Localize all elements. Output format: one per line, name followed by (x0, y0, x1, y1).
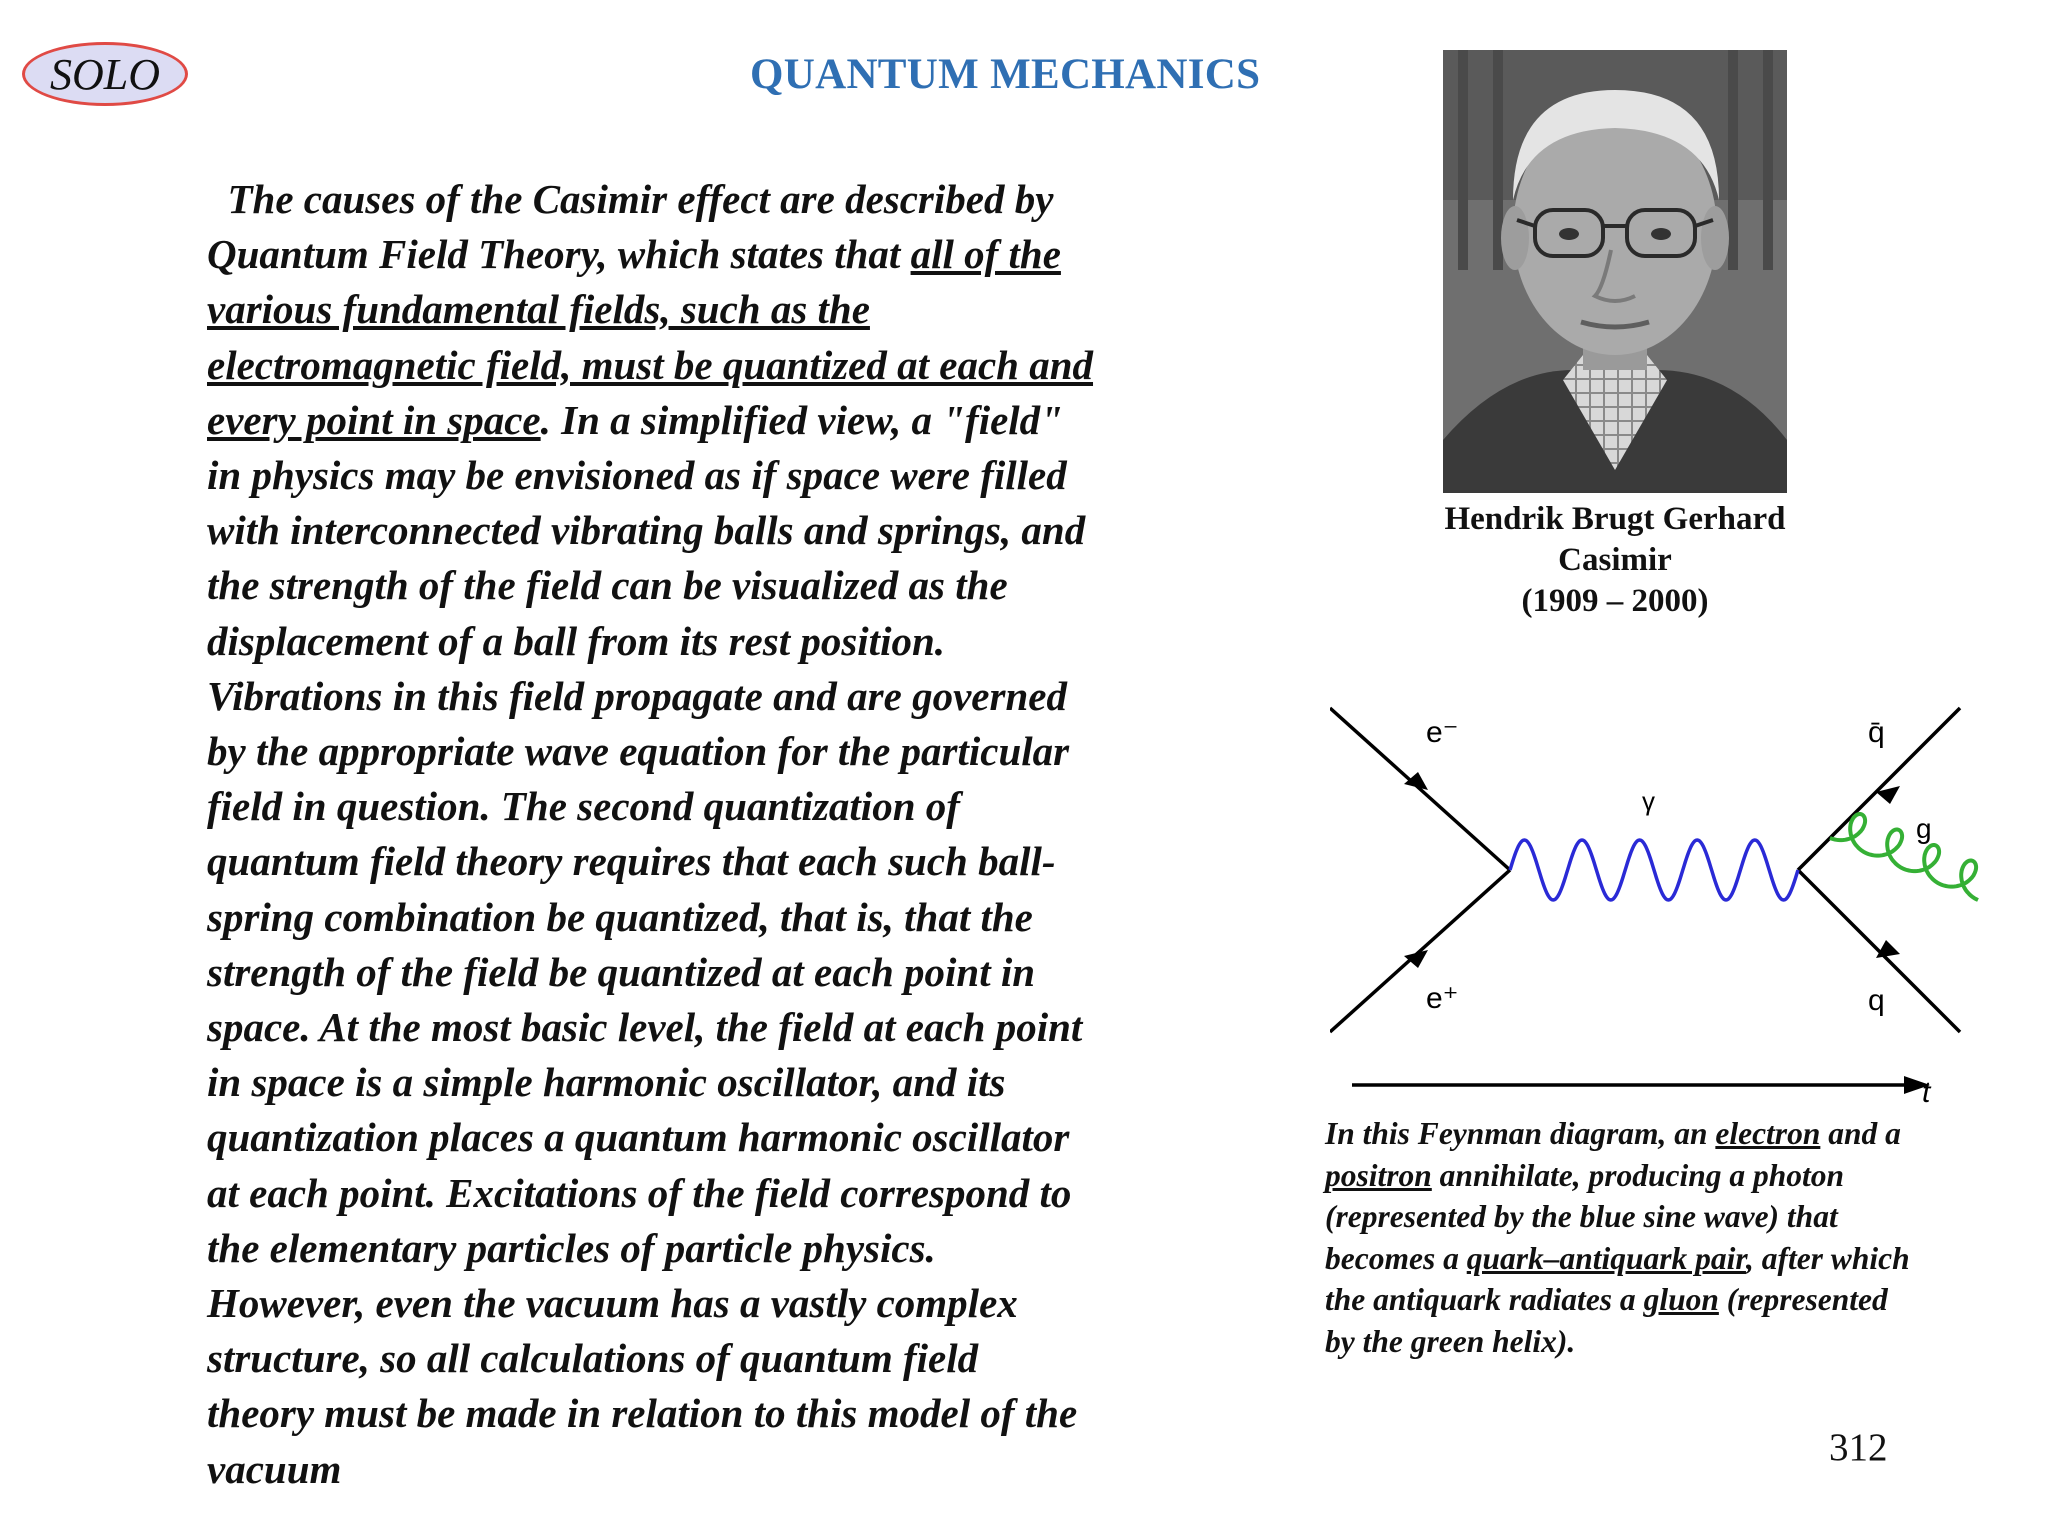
text-segment: by the appropriate wave equation for the particular (207, 728, 1070, 775)
paragraph-line (207, 724, 1207, 779)
text-segment: strength of the field be quantized at each point in (207, 948, 1036, 995)
text-segment: in space is a simple harmonic oscillator, and its (207, 1059, 1006, 1106)
paragraph-line (207, 890, 1207, 945)
main-paragraph (207, 172, 1207, 1497)
underlined-phrase: positron (1325, 1157, 1432, 1193)
text-segment: space. At the most basic level, the field at each point (207, 1004, 1083, 1051)
feynman-caption (1325, 1113, 2005, 1362)
text-segment: becomes a (1325, 1240, 1467, 1276)
antiquark-label: q̄ (1868, 716, 1885, 749)
text-segment: . In a simplified view, a "field" (540, 396, 1063, 443)
caption-line (1325, 1196, 2005, 1238)
caption-line (1325, 1113, 2005, 1155)
paragraph-line (207, 172, 1207, 227)
text-segment: theory must be made in relation to this model of the (207, 1390, 1078, 1437)
text-segment: in physics may be envisioned as if space were filled (207, 452, 1067, 499)
feynman-diagram (1330, 690, 1980, 1110)
paragraph-line (207, 227, 1207, 282)
page-title: QUANTUM MECHANICS (750, 51, 1261, 98)
paragraph-line (207, 834, 1207, 889)
portrait-caption-line: Casimir (1558, 542, 1672, 578)
text-segment: the antiquark radiates a (1325, 1282, 1644, 1317)
photon-label: γ (1642, 786, 1655, 816)
text-segment: at each point. Excitations of the field correspond to (207, 1169, 1072, 1216)
underlined-phrase: electron (1715, 1116, 1821, 1151)
text-segment: annihilate, producing a photon (1431, 1157, 1845, 1193)
underlined-phrase: quark–antiquark pair (1466, 1240, 1746, 1276)
paragraph-line (207, 1386, 1207, 1441)
text-segment: the strength of the field can be visualized as the (207, 562, 1008, 609)
page-number: 312 (1829, 1426, 1888, 1469)
text-segment: field in question. The second quantization of (207, 783, 960, 830)
casimir-portrait (1443, 50, 1787, 493)
paragraph-line (207, 338, 1207, 393)
paragraph-line (207, 1000, 1207, 1055)
portrait-caption-line: Hendrik Brugt Gerhard (1444, 501, 1786, 537)
text-segment: vacuum (207, 1445, 342, 1492)
paragraph-line (207, 1166, 1207, 1221)
paragraph-line (207, 1331, 1207, 1386)
quark-label: q (1868, 984, 1885, 1017)
paragraph-line (207, 503, 1207, 558)
paragraph-line (207, 1276, 1207, 1331)
underlined-phrase: every point in space (207, 396, 541, 443)
text-segment: displacement of a ball from its rest position. (207, 617, 946, 664)
portrait-caption (1385, 499, 1845, 622)
text-segment: structure, so all calculations of quantum field (207, 1335, 979, 1382)
positron-line (1330, 870, 1510, 1032)
gluon-helix (1830, 814, 1978, 900)
paragraph-line (207, 393, 1207, 448)
solo-badge-label: SOLO (49, 49, 161, 99)
time-label: t (1922, 1076, 1931, 1109)
paragraph-line (207, 558, 1207, 613)
quark-arrow (1876, 940, 1900, 958)
text-segment: The causes of the Casimir effect are described by (207, 176, 1054, 222)
paragraph-line (207, 282, 1207, 337)
portrait-caption-line: (1909 – 2000) (1521, 583, 1709, 619)
paragraph-line (207, 779, 1207, 834)
underlined-phrase: various fundamental fields, such as the (207, 286, 870, 333)
electron-label: e⁻ (1426, 716, 1459, 749)
text-segment: In this Feynman diagram, an (1325, 1116, 1716, 1151)
paragraph-line (207, 669, 1207, 724)
text-segment: (represented (1718, 1282, 1888, 1317)
text-segment: spring combination be quantized, that is, that the (207, 893, 1033, 940)
solo-badge (22, 42, 188, 106)
paragraph-line (207, 614, 1207, 669)
paragraph-line (207, 448, 1207, 503)
caption-line (1325, 1279, 2005, 1321)
caption-line (1325, 1155, 2005, 1197)
text-segment: Vibrations in this field propagate and are governed (207, 672, 1067, 719)
paragraph-line (207, 1110, 1207, 1165)
text-segment: quantum field theory requires that each such ball- (207, 838, 1056, 885)
feynman-diagram-svg (1330, 690, 1980, 1110)
underlined-phrase: all of the (910, 231, 1061, 278)
portrait-image (1443, 50, 1787, 493)
paragraph-line (207, 1221, 1207, 1276)
text-segment: However, even the vacuum has a vastly complex (207, 1280, 1018, 1327)
caption-line (1325, 1238, 2005, 1280)
underlined-phrase: electromagnetic field, must be quantized at each and (207, 341, 1094, 388)
positron-label: e⁺ (1426, 982, 1459, 1015)
paragraph-line (207, 945, 1207, 1000)
photon-wave (1510, 840, 1798, 900)
text-segment: Quantum Field Theory, which states that (207, 231, 911, 278)
text-segment: by the green helix). (1325, 1323, 1576, 1359)
gluon-label: g (1916, 813, 1932, 844)
paragraph-line (207, 1055, 1207, 1110)
caption-line (1325, 1321, 2005, 1363)
text-segment: (represented by the blue sine wave) that (1325, 1199, 1838, 1234)
text-segment: , after which (1745, 1240, 1910, 1276)
underlined-phrase: gluon (1643, 1282, 1719, 1317)
text-segment: with interconnected vibrating balls and springs, and (207, 507, 1086, 554)
electron-line (1330, 708, 1510, 870)
text-segment: quantization places a quantum harmonic oscillator (207, 1114, 1070, 1161)
text-segment: the elementary particles of particle physics. (207, 1224, 936, 1271)
text-segment: and a (1820, 1116, 1901, 1151)
paragraph-line (207, 1442, 1207, 1497)
